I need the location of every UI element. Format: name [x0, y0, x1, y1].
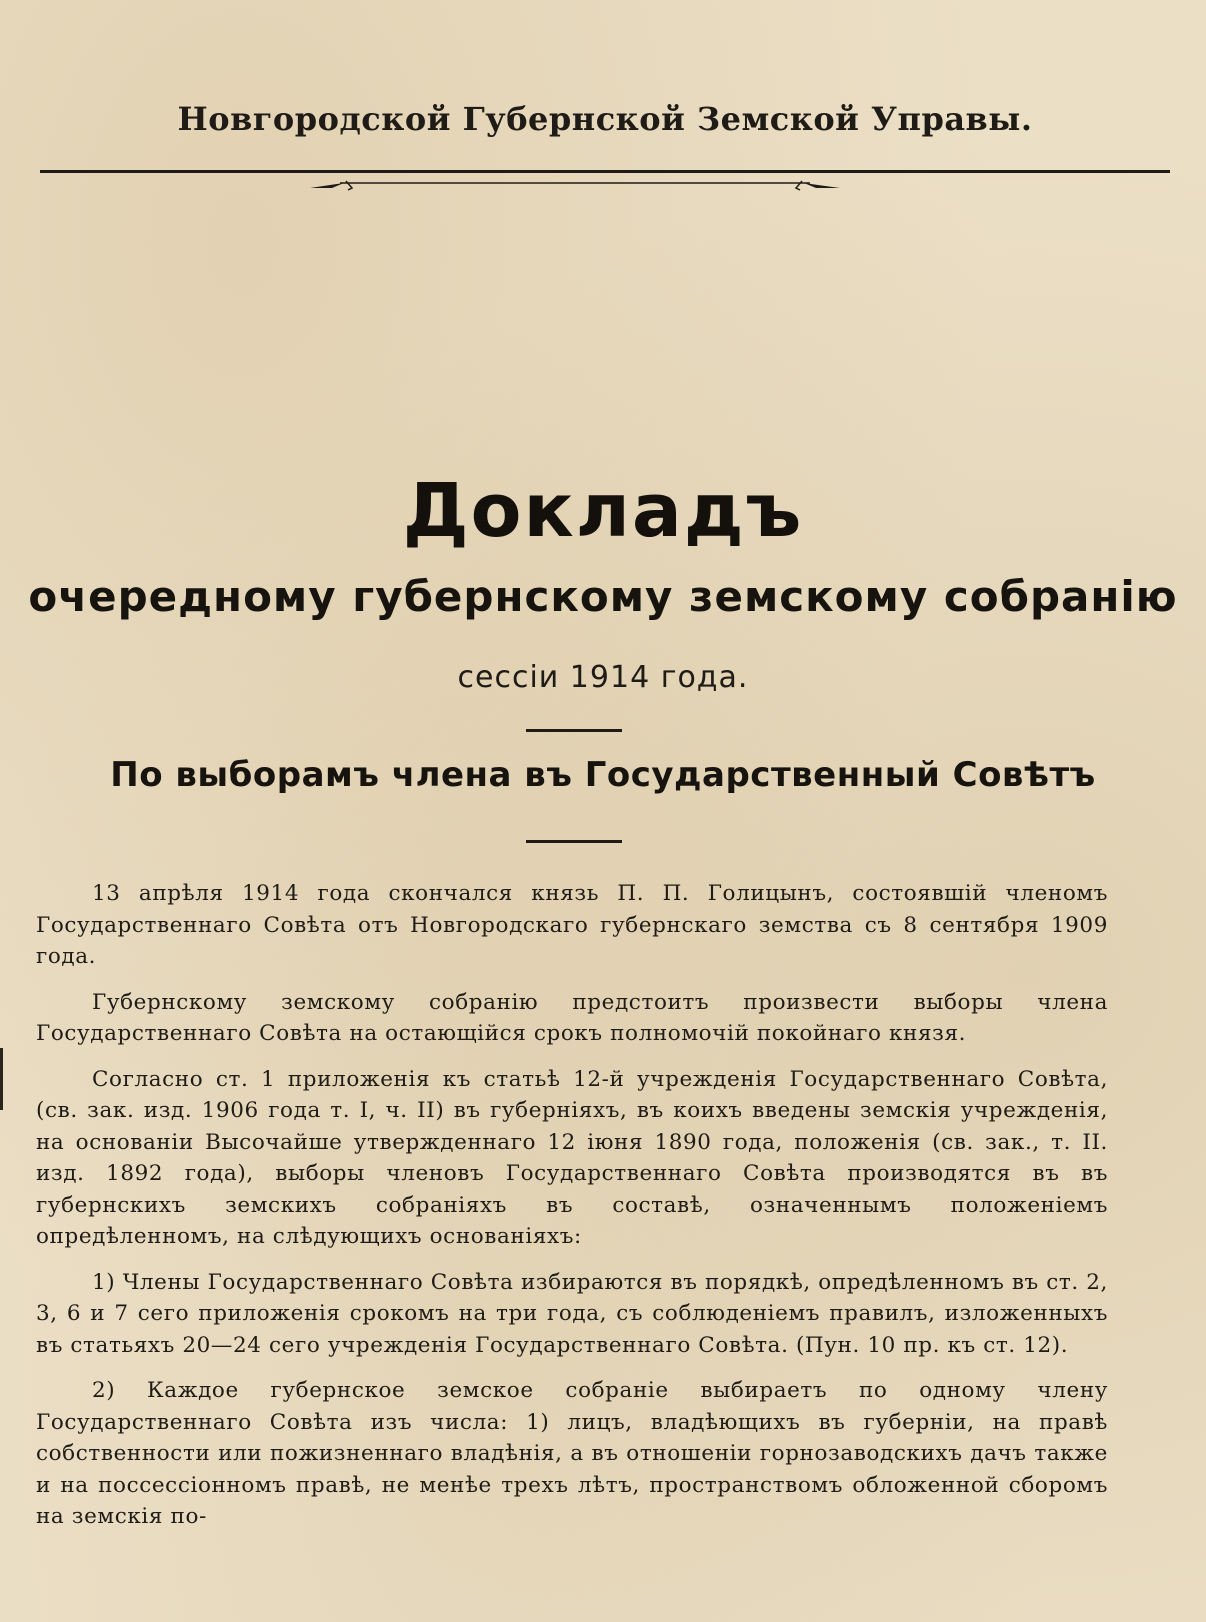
divider-rule-1: [526, 729, 622, 732]
section-title: По выборамъ члена въ Государственный Совѣтъ: [110, 755, 1096, 795]
divider-rule-2: [526, 840, 622, 843]
header-rule: [40, 170, 1170, 173]
paragraph-3: Согласно ст. 1 приложенія къ статьѣ 12-й учрежденія Государственнаго Совѣта, (св. зак. изд. 1906 года т. I, ч. II) въ губерніяхъ, въ коихъ введены земскія учрежденія, на основаніи Высочайше утвержденнаго 12 іюня 1890 года, положенія (св. зак., т. II. изд. 1892 года), выборы членовъ Государственнаго Совѣта производятся въ въ губернскихъ земскихъ собраніяхъ въ составѣ, означеннымъ положеніемъ опредѣленномъ, на слѣдующихъ основаніяхъ:: [36, 1066, 1108, 1249]
document-subtitle: очередному губернскому земскому собранію: [28, 572, 1178, 621]
ornament-divider: [310, 178, 840, 194]
scan-edge-mark: [0, 1048, 3, 1110]
paragraph-5: 2) Каждое губернское земское собраніе выбираетъ по одному члену Государственнаго Совѣта изъ числа: 1) лицъ, владѣющихъ въ губерніи, на правѣ собственности или пожизненнаго владѣнія, а въ отношеніи горнозаводскихъ дачъ также и на поссессіонномъ правѣ, не менѣе трехъ лѣтъ, пространствомъ обложенной сборомъ на земскія по-: [36, 1378, 1108, 1529]
paragraph-2: Губернскому земскому собранію предстоитъ произвести выборы члена Государственнаго Совѣта на остающійся срокъ полномочій покойнаго князя.: [36, 989, 1108, 1046]
paragraph-1: 13 апрѣля 1914 года скончался князь П. П. Голицынъ, состоявшій членомъ Государственнаго Совѣта отъ Новгородскаго губернскаго земства съ 8 сентября 1909 года.: [36, 881, 1108, 969]
document-title: Докладъ: [402, 468, 804, 554]
paragraph-4: 1) Члены Государственнаго Совѣта избираются въ порядкѣ, опредѣленномъ въ ст. 2, 3, 6 и 7 сего приложенія срокомъ на три года, съ соблюденіемъ правилъ, изложенныхъ въ статьяхъ 20—24 сего учрежденія Государственнаго Совѣта. (Пун. 10 пр. къ ст. 12).: [36, 1269, 1108, 1358]
header-title: Новгородской Губернской Земской Управы.: [177, 100, 1033, 138]
body-text: [36, 878, 1108, 1547]
session-line: сессіи 1914 года.: [457, 660, 749, 695]
